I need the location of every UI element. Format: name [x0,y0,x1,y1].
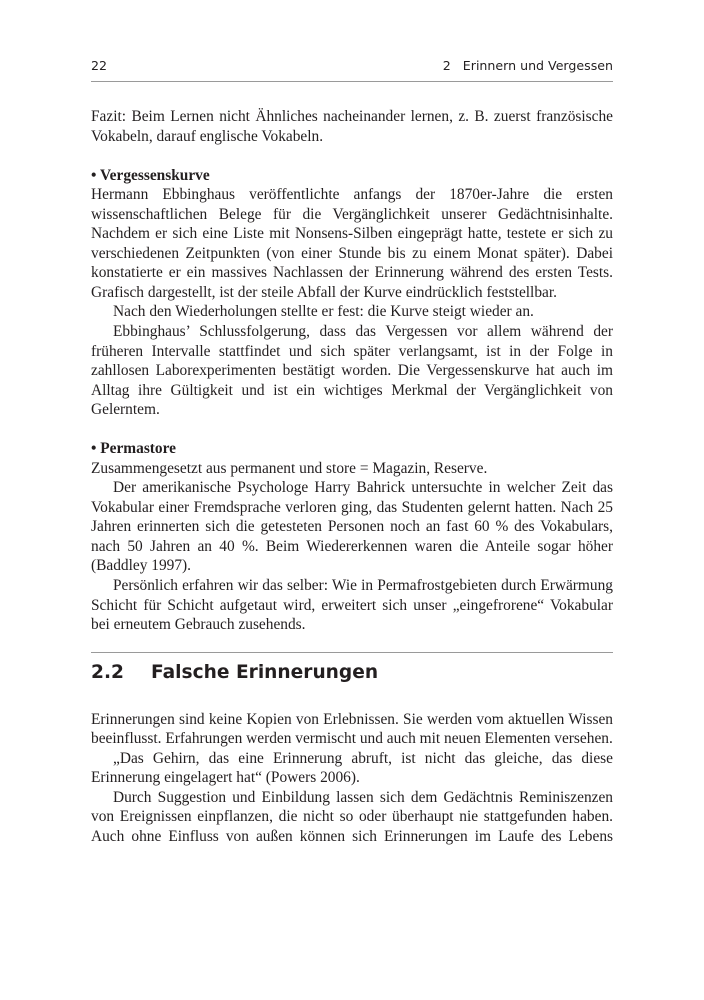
vergessenskurve-paragraph-1: Hermann Ebbinghaus veröffentlichte anfangs der 1870er-Jahre die ersten wissenschaftlichen Belege für die Vergänglichkeit unserer Gedächtnisinhalte. Nachdem er sich eine Liste mit Nonsens-Silben eingeprägt hatte, testete er sich zu verschiedenen Zeitpunkten (von einer Stunde bis zu einem Monat später). Dabei konstatierte er ein massives Nachlassen der Erinnerung während des ersten Tests. Grafisch dargestellt, ist der steile Abfall der Kurve eindrücklich feststellbar. [91,186,613,301]
section-number: 2.2 [91,661,124,683]
chapter-title: 2 Erinnern und Vergessen [442,58,613,73]
fazit-paragraph: Fazit: Beim Lernen nicht Ähnliches nacheinander lernen, z. B. zuerst französische Vokabeln, darauf englische Vokabeln. [91,108,613,145]
section-paragraph-1: Erinnerungen sind keine Kopien von Erlebnissen. Sie werden vom aktuellen Wissen beeinflusst. Erfahrungen werden vermischt und auch mit neuen Elementen versehen. [91,710,613,748]
section-title: Falsche Erinnerungen [151,661,379,683]
permastore-heading: • Permastore [91,440,177,458]
page-content [91,107,613,847]
permastore-paragraph-3: Persönlich erfahren wir das selber: Wie in Permafrostgebieten durch Erwärmung Schicht für Schicht aufgetaut wird, erweitert sich unser „eingefrorene“ Vokabular bei erneutem Gebrauch zusehends. [91,577,613,634]
header-rule [91,81,613,82]
permastore-paragraph-1: Zusammengesetzt aus permanent und store = Magazin, Reserve. [91,459,488,477]
section-rule [91,652,613,653]
vergessenskurve-paragraph-3: Ebbinghaus’ Schlussfolgerung, dass das Vergessen vor allem während der früheren Intervalle stattfindet und sich später verlangsamt, ist in der Folge in zahllosen Laborexperimenten bestätigt worden. Die Vergessenskurve hat auch im Alltag ihre Gültigkeit und ist ein wichtiges Merkmal der Vergänglichkeit von Gelerntem. [91,322,613,419]
vergessenskurve-heading: • Vergessenskurve [91,166,210,184]
section-paragraph-2: „Das Gehirn, das eine Erinnerung abruft, ist nicht das gleiche, das diese Erinnerung eingelagert hat“ (Powers 2006). [91,749,613,787]
vergessenskurve-paragraph-2: Nach den Wiederholungen stellte er fest: die Kurve steigt wieder an. [113,303,534,321]
running-header [91,56,613,76]
section-paragraph-3: Durch Suggestion und Einbildung lassen sich dem Gedächtnis Reminiszenzen von Ereignissen einpflanzen, die nicht so oder überhaupt nie stattgefunden haben. Auch ohne Einfluss von außen können sich Erinnerungen im Laufe des Lebens [91,788,613,845]
section-heading [91,661,613,685]
permastore-paragraph-2: Der amerikanische Psychologe Harry Bahrick untersuchte in welcher Zeit das Vokabular einer Fremdsprache verloren ging, das Studenten gelernt hatten. Nach 25 Jahren erinnerten sich die getesteten Personen noch an fast 60 % des Vokabulars, nach 50 Jahren an 40 %. Beim Wiedererkennen waren die Anteile sogar höher (Baddley 1997). [91,479,613,575]
page-number: 22 [91,58,108,73]
